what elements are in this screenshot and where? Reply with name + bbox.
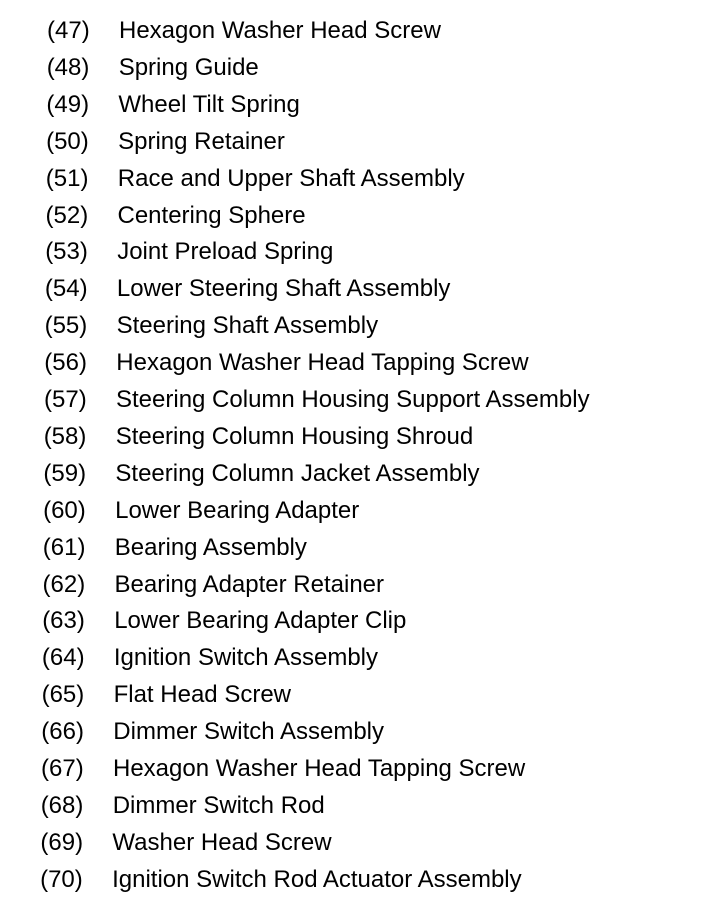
part-name: Ignition Switch Rod Actuator Assembly: [112, 865, 522, 893]
part-number: (67): [41, 755, 84, 782]
part-number: (66): [41, 718, 84, 746]
part-name: Lower Bearing Adapter: [115, 496, 360, 524]
part-name: Hexagon Washer Head Tapping Screw: [116, 349, 529, 377]
part-name: Dimmer Switch Assembly: [113, 718, 385, 746]
part-name: Spring Retainer: [118, 127, 285, 155]
part-number: (55): [44, 312, 88, 340]
part-name: Lower Bearing Adapter Clip: [114, 607, 407, 635]
part-name: Dimmer Switch Rod: [112, 791, 325, 819]
part-name: Bearing Adapter Retainer: [114, 570, 385, 598]
part-name: Race and Upper Shaft Assembly: [117, 164, 465, 192]
part-number: (51): [45, 164, 89, 192]
part-name: Hexagon Washer Head Tapping Screw: [113, 755, 526, 782]
part-name: Hexagon Washer Head Screw: [119, 17, 441, 44]
part-name: Centering Sphere: [117, 201, 306, 229]
part-number: (56): [44, 349, 87, 377]
part-number: (50): [46, 127, 89, 155]
part-name: Joint Preload Spring: [117, 238, 334, 266]
part-name: Steering Column Jacket Assembly: [115, 459, 480, 487]
part-number: (70): [40, 865, 83, 893]
part-number: (47): [47, 17, 90, 44]
part-number: (65): [41, 681, 85, 709]
part-name: Washer Head Screw: [112, 828, 332, 856]
part-number: (49): [46, 90, 90, 118]
part-number: (64): [41, 644, 85, 672]
part-number: (62): [42, 570, 86, 598]
part-number: (61): [42, 533, 86, 561]
part-number: (48): [46, 53, 90, 81]
part-number: (57): [44, 386, 87, 413]
part-number: (54): [44, 275, 88, 303]
part-number: (60): [43, 496, 86, 524]
part-number: (52): [45, 201, 89, 229]
part-number: (69): [40, 828, 84, 856]
part-name: Spring Guide: [118, 53, 259, 81]
part-number: (63): [42, 607, 85, 635]
part-number: (59): [43, 459, 87, 487]
part-name: Flat Head Screw: [113, 681, 291, 709]
part-name: Bearing Assembly: [114, 533, 307, 561]
part-name: Steering Column Housing Support Assembly: [116, 386, 590, 413]
part-name: Ignition Switch Assembly: [113, 644, 379, 672]
part-number: (58): [43, 422, 87, 450]
part-name: Steering Column Housing Shroud: [115, 422, 474, 450]
part-name: Lower Steering Shaft Assembly: [116, 275, 451, 303]
part-number: (53): [45, 238, 88, 266]
part-name: Wheel Tilt Spring: [118, 90, 300, 118]
part-number: (68): [40, 791, 84, 819]
part-name: Steering Shaft Assembly: [116, 312, 379, 340]
